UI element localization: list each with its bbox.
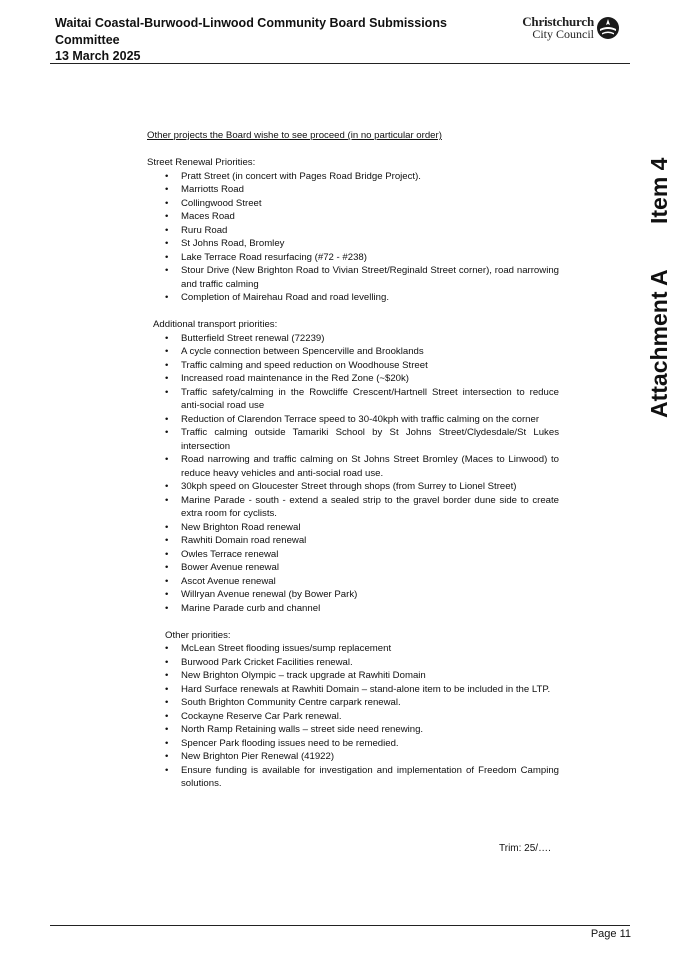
list-item: • North Ramp Retaining walls – street side need renewing. <box>181 723 559 737</box>
list-item: • Marine Parade - south - extend a sealed strip to the gravel border dune side to create extra room for cyclists. <box>181 494 559 521</box>
list-item: • Spencer Park flooding issues need to be remedied. <box>181 737 559 751</box>
list-item: • Ensure funding is available for investigation and implementation of Freedom Camping solutions. <box>181 764 559 791</box>
header-divider <box>50 63 630 64</box>
section-heading: Street Renewal Priorities: <box>147 157 256 168</box>
list-item: • Owles Terrace renewal <box>181 548 559 562</box>
document-header <box>55 15 455 65</box>
footer-divider <box>50 925 630 926</box>
side-label-attachment: Attachment A <box>646 269 672 418</box>
section-other-priorities <box>147 629 559 791</box>
section-heading: Additional transport priorities: <box>153 319 278 330</box>
list-item: • Burwood Park Cricket Facilities renewal. <box>181 656 559 670</box>
list-item: • Pratt Street (in concert with Pages Road Bridge Project). <box>181 170 559 184</box>
list-item: • Reduction of Clarendon Terrace speed to 30-40kph with traffic calming on the corner <box>181 413 559 427</box>
list-item: • Maces Road <box>181 210 559 224</box>
list-item: • Traffic safety/calming in the Rowcliffe Crescent/Hartnell Street intersection to reduce anti-social road use <box>181 386 559 413</box>
list-item: • Butterfield Street renewal (72239) <box>181 332 559 346</box>
bullet-list <box>147 170 559 305</box>
document-body <box>147 129 559 791</box>
logo-line1: Christchurch <box>522 14 594 29</box>
section-heading: Other priorities: <box>165 629 231 641</box>
list-item: • Bower Avenue renewal <box>181 561 559 575</box>
side-label <box>628 157 675 418</box>
list-item: • New Brighton Olympic – track upgrade at Rawhiti Domain <box>181 669 559 683</box>
list-item: • New Brighton Road renewal <box>181 521 559 535</box>
header-date: 13 March 2025 <box>55 49 141 63</box>
header-title-line2: Committee <box>55 32 120 47</box>
list-item: • McLean Street flooding issues/sump replacement <box>181 642 559 656</box>
section-street-renewal <box>147 156 559 305</box>
list-item: • Traffic calming outside Tamariki School by St Johns Street/Clydesdale/St Lukes intersection <box>181 426 559 453</box>
list-item: • Willryan Avenue renewal (by Bower Park) <box>181 588 559 602</box>
list-item: • Stour Drive (New Brighton Road to Vivian Street/Reginald Street corner), road narrowing and traffic calming <box>181 264 559 291</box>
list-item: • Ruru Road <box>181 224 559 238</box>
list-item: • Hard Surface renewals at Rawhiti Domain – stand-alone item to be included in the LTP. <box>181 683 559 697</box>
logo-line2: City Council <box>532 27 594 41</box>
list-item: • Marriotts Road <box>181 183 559 197</box>
list-item: • St Johns Road, Bromley <box>181 237 559 251</box>
list-item: • Marine Parade curb and channel <box>181 602 559 616</box>
list-item: • Increased road maintenance in the Red Zone (~$20k) <box>181 372 559 386</box>
list-item: • A cycle connection between Spencerville and Brooklands <box>181 345 559 359</box>
intro-heading: Other projects the Board wishe to see proceed (in no particular order) <box>147 130 442 141</box>
list-item: • Ascot Avenue renewal <box>181 575 559 589</box>
side-label-item: Item 4 <box>646 157 672 224</box>
council-logo <box>514 15 624 47</box>
list-item: • Collingwood Street <box>181 197 559 211</box>
list-item: • Road narrowing and traffic calming on St Johns Street Bromley (Maces to Linwood) to reduce heavy vehicles and anti-social road use. <box>181 453 559 480</box>
council-logo-icon <box>596 16 620 40</box>
list-item: • South Brighton Community Centre carpark renewal. <box>181 696 559 710</box>
list-item: • Rawhiti Domain road renewal <box>181 534 559 548</box>
bullet-list <box>165 642 559 791</box>
trim-reference: Trim: 25/…. <box>499 843 551 854</box>
list-item: • Completion of Mairehau Road and road levelling. <box>181 291 559 305</box>
list-item: • Traffic calming and speed reduction on Woodhouse Street <box>181 359 559 373</box>
list-item: • 30kph speed on Gloucester Street through shops (from Surrey to Lionel Street) <box>181 480 559 494</box>
list-item: • Cockayne Reserve Car Park renewal. <box>181 710 559 724</box>
list-item: • New Brighton Pier Renewal (41922) <box>181 750 559 764</box>
page-number: Page 11 <box>590 928 631 940</box>
bullet-list <box>153 332 559 616</box>
list-item: • Lake Terrace Road resurfacing (#72 - #238) <box>181 251 559 265</box>
header-title-line1: Waitai Coastal-Burwood-Linwood Community Board Submissions <box>55 16 447 30</box>
section-additional-transport <box>147 318 559 615</box>
